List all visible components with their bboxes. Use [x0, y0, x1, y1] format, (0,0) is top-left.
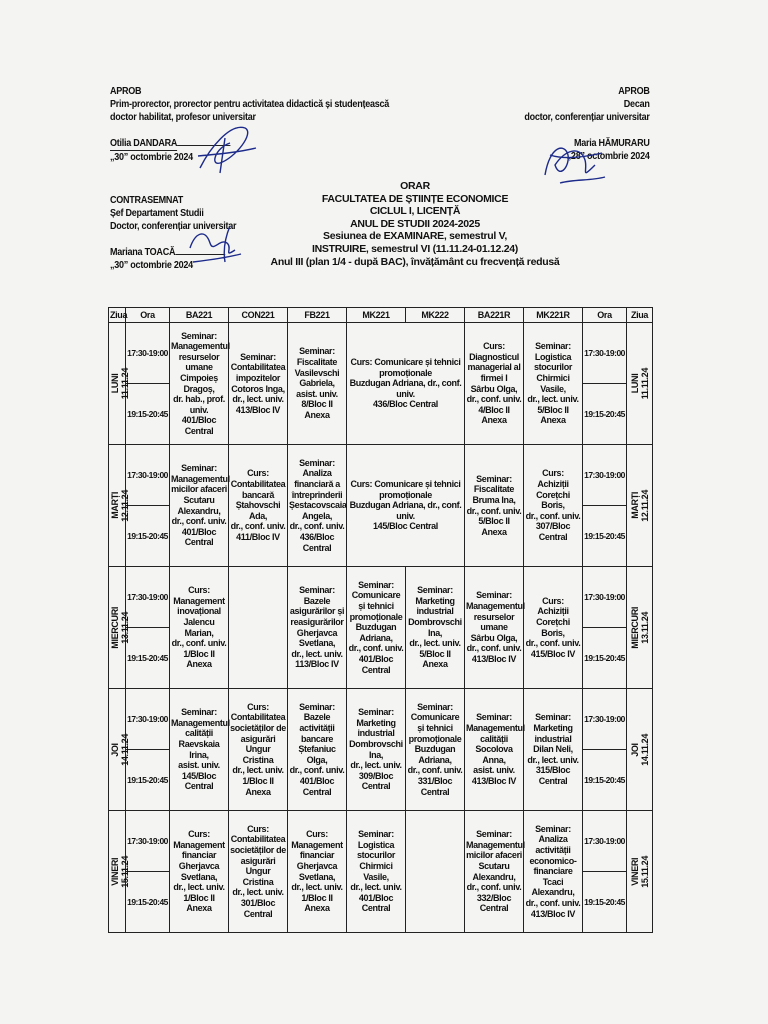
class-cell: Seminar: Bazele asigurărilor și reasigurărilor Gherjavca Svetlana, dr., lect. univ. 113/Bloc IV	[288, 567, 347, 689]
class-cell: Curs: Management financiar Gherjavca Svetlana, dr., lect. univ. 1/Bloc II Anexa	[170, 811, 229, 933]
time-slot: 19:15-20:45	[583, 628, 627, 689]
class-cell: Seminar: Managementul resurselor umane Sârbu Olga, dr., conf. univ. 413/Bloc IV	[465, 567, 524, 689]
time-slot: 19:15-20:45	[583, 384, 627, 445]
approval-left-label: APROB	[110, 85, 142, 97]
day-thursday-right: JOI 14.11.24	[627, 689, 653, 811]
class-cell: Seminar: Comunicare și tehnici promoționale Buzdugan Adriana, dr., conf. univ. 401/Bloc Central	[347, 567, 406, 689]
table-row	[109, 811, 653, 872]
class-cell: Seminar: Marketing industrial Dombrovschi Ina, dr., lect. univ. 309/Bloc Central	[347, 689, 406, 811]
col-ziua-right: Ziua	[627, 308, 653, 323]
heading-faculty: FACULTATEA DE ȘTIINȚE ECONOMICE	[321, 192, 509, 205]
approval-left-title: doctor habilitat, profesor universitar	[110, 111, 256, 123]
class-cell: Seminar: Managementul micilor afaceri Scutaru Alexandru, dr., conf. univ. 401/Bloc Central	[170, 445, 229, 567]
table-row	[109, 323, 653, 384]
class-cell: Seminar: Fiscalitate Vasilevschi Gabriela, asist. univ. 8/Bloc II Anexa	[288, 323, 347, 445]
time-slot: 19:15-20:45	[583, 750, 627, 811]
class-cell: Seminar: Managementul calității Raevskaia Irina, asist. univ. 145/Bloc Central	[170, 689, 229, 811]
class-cell: Seminar: Bazele activității bancare Ștefaniuc Olga, dr., conf. univ. 401/Bloc Central	[288, 689, 347, 811]
time-slot: 17:30-19:00	[126, 811, 170, 872]
time-slot: 17:30-19:00	[126, 445, 170, 506]
day-monday-right: LUNI 11.11.24	[627, 323, 653, 445]
signature-left	[190, 118, 260, 178]
class-cell: Seminar: Managementul resurselor umane Cimpoieș Dragoș, dr. hab., prof. univ. 401/Bloc Central	[170, 323, 229, 445]
time-slot: 19:15-20:45	[126, 384, 170, 445]
heading-cycle: CICLUL I, LICENȚĂ	[369, 205, 461, 218]
class-cell	[229, 567, 288, 689]
approval-right-title: doctor, conferențiar universitar	[524, 111, 650, 123]
col-fb221: FB221	[288, 308, 347, 323]
heading-orar: ORAR	[400, 180, 430, 192]
time-slot: 17:30-19:00	[126, 323, 170, 384]
class-cell: Curs: Contabilitatea societăților de asigurări Ungur Cristina dr., lect. univ. 301/Bloc Central	[229, 811, 288, 933]
time-slot: 17:30-19:00	[126, 689, 170, 750]
class-cell: Seminar: Marketing industrial Dilan Neli, dr., lect. univ. 315/Bloc Central	[524, 689, 583, 811]
heading-instruction: INSTRUIRE, semestrul VI (11.11.24-01.12.24)	[312, 242, 518, 255]
countersign-name: Mariana TOACĂ	[110, 246, 236, 259]
class-cell: Seminar: Managementul calității Socolova Anna, asist. univ. 413/Bloc IV	[465, 689, 524, 811]
class-cell: Curs: Management financiar Gherjavca Svetlana, dr., lect. univ. 1/Bloc II Anexa	[288, 811, 347, 933]
time-slot: 19:15-20:45	[583, 506, 627, 567]
col-ora-right: Ora	[583, 308, 627, 323]
time-slot: 17:30-19:00	[583, 811, 627, 872]
approval-left-date: „30” octombrie 2024	[110, 151, 193, 163]
time-slot: 17:30-19:00	[583, 445, 627, 506]
time-slot: 17:30-19:00	[583, 689, 627, 750]
day-friday: VINERI 15.11.24	[109, 811, 126, 933]
countersign-role: Șef Departament Studii	[110, 207, 204, 219]
time-slot: 17:30-19:00	[583, 323, 627, 384]
col-con221: CON221	[229, 308, 288, 323]
col-ba221r: BA221R	[465, 308, 524, 323]
countersign-title: Doctor, conferențiar universitar	[110, 220, 237, 232]
day-wednesday-right: MIERCURI 13.11.24	[627, 567, 653, 689]
class-cell: Curs: Management inovațional Jalencu Marian, dr., conf. univ. 1/Bloc II Anexa	[170, 567, 229, 689]
approval-right-name: Maria HĂMURARU	[574, 137, 650, 149]
time-slot: 19:15-20:45	[126, 750, 170, 811]
class-cell: Seminar: Contabilitatea impozitelor Cotoros Inga, dr., lect. univ. 413/Bloc IV	[229, 323, 288, 445]
class-cell: Curs: Comunicare și tehnici promoționale Buzdugan Adriana, dr., conf. univ. 436/Bloc Central	[347, 323, 465, 445]
class-cell: Curs: Diagnosticul managerial al firmei I Sârbu Olga, dr., conf. univ. 4/Bloc II Anexa	[465, 323, 524, 445]
day-friday-right: VINERI 15.11.24	[627, 811, 653, 933]
col-mk221: MK221	[347, 308, 406, 323]
class-cell: Curs: Comunicare și tehnici promoționale Buzdugan Adriana, dr., conf. univ. 145/Bloc Central	[347, 445, 465, 567]
signature-countersign	[185, 218, 245, 268]
class-cell: Curs: Achiziții Corețchi Boris, dr., conf. univ. 415/Bloc IV	[524, 567, 583, 689]
day-thursday: JOI 14.11.24	[109, 689, 126, 811]
table-row	[109, 689, 653, 750]
time-slot: 17:30-19:00	[126, 567, 170, 628]
class-cell: Curs: Achiziții Corețchi Boris, dr., conf. univ. 307/Bloc Central	[524, 445, 583, 567]
approval-left-name: Otilia DANDARA	[110, 137, 389, 151]
heading-year: ANUL DE STUDII 2024-2025	[350, 217, 480, 230]
day-tuesday-right: MARȚI 12.11.24	[627, 445, 653, 567]
approval-left-role: Prim-prorector, prorector pentru activitatea didactică și studențească	[110, 98, 390, 110]
class-cell: Seminar: Fiscalitate Bruma Ina, dr., conf. univ. 5/Bloc II Anexa	[465, 445, 524, 567]
schedule-table	[108, 307, 653, 933]
col-mk222: MK222	[406, 308, 465, 323]
countersign-label: CONTRASEMNAT	[110, 194, 183, 206]
schedule-heading	[255, 180, 575, 268]
class-cell: Curs: Contabilitatea bancară Ștahovschi Ada, dr., conf. univ. 411/Bloc IV	[229, 445, 288, 567]
time-slot: 17:30-19:00	[583, 567, 627, 628]
approval-right-date: „28” octombrie 2024	[567, 150, 650, 162]
col-ziua: Ziua	[109, 308, 126, 323]
time-slot: 19:15-20:45	[126, 628, 170, 689]
class-cell: Seminar: Analiza activității economico-financiare Tcaci Alexandru, dr., conf. univ. 413/Bloc IV	[524, 811, 583, 933]
countersign-date: „30” octombrie 2024	[110, 259, 193, 271]
heading-session: Sesiunea de EXAMINARE, semestrul V,	[322, 230, 508, 243]
table-header-row	[109, 308, 653, 323]
time-slot: 19:15-20:45	[126, 872, 170, 933]
table-row	[109, 567, 653, 628]
day-tuesday: MARȚI 12.11.24	[109, 445, 126, 567]
col-mk221r: MK221R	[524, 308, 583, 323]
heading-study-year: Anul III (plan 1/4 - după BAC), învățământ cu frecvență redusă	[270, 255, 560, 268]
table-row	[109, 445, 653, 506]
day-wednesday: MIERCURI 13.11.24	[109, 567, 126, 689]
class-cell: Seminar: Analiza financiară a întreprinderii Șestacovscaia Angela, dr., conf. univ. 436/Bloc Central	[288, 445, 347, 567]
time-slot: 19:15-20:45	[126, 506, 170, 567]
class-cell	[406, 811, 465, 933]
class-cell: Seminar: Logistica stocurilor Chirmici Vasile, dr., lect. univ. 5/Bloc II Anexa	[524, 323, 583, 445]
class-cell: Seminar: Comunicare și tehnici promoționale Buzdugan Adriana, dr., conf. univ. 331/Bloc Central	[406, 689, 465, 811]
class-cell: Seminar: Managementul micilor afaceri Scutaru Alexandru, dr., conf. univ. 332/Bloc Central	[465, 811, 524, 933]
class-cell: Seminar: Marketing industrial Dombrovschi Ina, dr., lect. univ. 5/Bloc II Anexa	[406, 567, 465, 689]
day-monday: LUNI 11.11.24	[109, 323, 126, 445]
approval-right-role: Decan	[624, 98, 650, 110]
class-cell: Seminar: Logistica stocurilor Chirmici Vasile, dr., lect. univ. 401/Bloc Central	[347, 811, 406, 933]
col-ba221: BA221	[170, 308, 229, 323]
col-ora: Ora	[126, 308, 170, 323]
class-cell: Curs: Contabilitatea societăților de asigurări Ungur Cristina dr., lect. univ. 1/Bloc II Anexa	[229, 689, 288, 811]
time-slot: 19:15-20:45	[583, 872, 627, 933]
approval-right-label: APROB	[618, 85, 650, 97]
